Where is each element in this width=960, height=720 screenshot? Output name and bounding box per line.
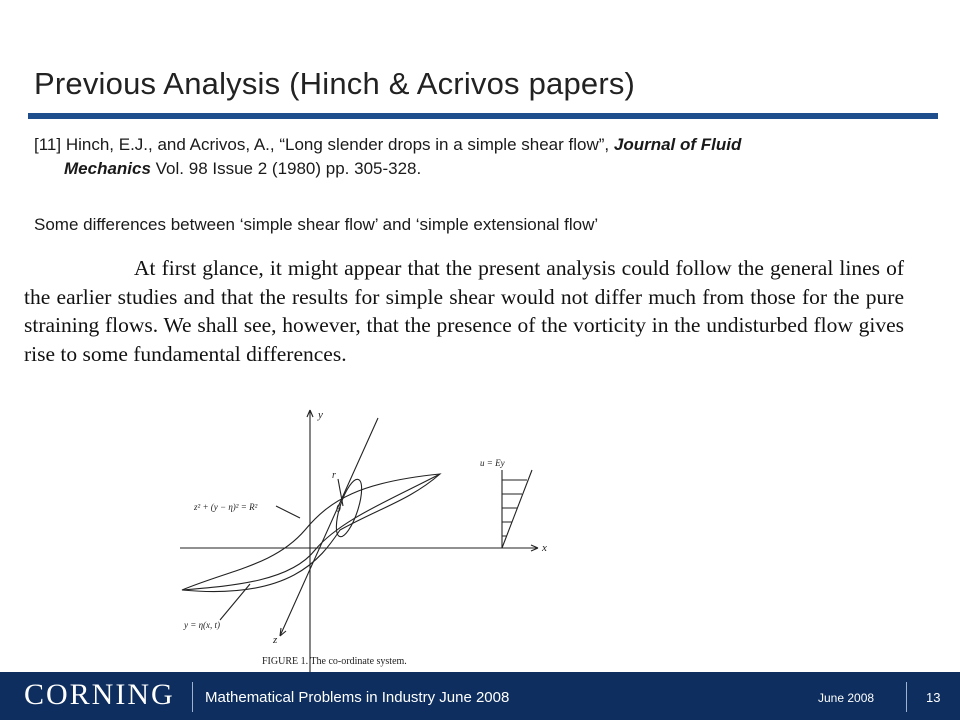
label-theta: θ <box>336 504 341 515</box>
z-axis <box>280 418 378 636</box>
reference-prefix: [11] Hinch, E.J., and Acrivos, A., “Long slender drops in a simple shear flow”, <box>34 135 614 154</box>
drop-outline <box>182 474 440 592</box>
reference-citation <box>34 133 934 181</box>
reference-suffix: Vol. 98 Issue 2 (1980) pp. 305-328. <box>150 159 422 178</box>
flow-arrows <box>502 480 527 536</box>
axis-label-z: z <box>273 634 278 646</box>
footer-text: Mathematical Problems in Industry June 2008 <box>205 689 510 706</box>
axis-label-x: x <box>542 542 547 554</box>
footer-divider-right <box>906 682 907 712</box>
coordinate-system-figure <box>140 400 570 685</box>
journal-name-part2: Mechanics <box>64 159 151 178</box>
drop-inner-curve <box>182 474 440 590</box>
page-number: 13 <box>926 690 941 705</box>
quoted-paragraph <box>24 254 904 368</box>
corning-logo: CORNING <box>24 678 175 711</box>
equation-leader <box>276 506 300 518</box>
label-r: r <box>332 470 336 481</box>
figure-caption: FIGURE 1. The co-ordinate system. <box>262 656 407 667</box>
footer-divider <box>192 682 193 712</box>
slide-title: Previous Analysis (Hinch & Acrivos papers) <box>34 66 636 101</box>
title-rule <box>28 113 938 119</box>
curve-label-leader <box>220 584 250 620</box>
axis-label-y: y <box>318 409 323 421</box>
journal-name-part1: Journal of Fluid <box>613 135 742 154</box>
flow-label: u = Ey <box>480 458 505 468</box>
differences-text: Some differences between ‘simple shear flow’ and ‘simple extensional flow’ <box>34 215 599 234</box>
curve-label: y = η(x, t) <box>184 620 221 630</box>
footer-date: June 2008 <box>818 691 875 705</box>
quote-text: At first glance, it might appear that the present analysis could follow the general lines of the earlier studies and that the results for simple shear would not differ much from those for the pure straining flows. We shall see, however, that the presence of the vorticity in the undisturbed flow gives rise to some fundamental differences. <box>24 256 904 366</box>
equation-label: z² + (y − η)² = R² <box>194 502 258 512</box>
